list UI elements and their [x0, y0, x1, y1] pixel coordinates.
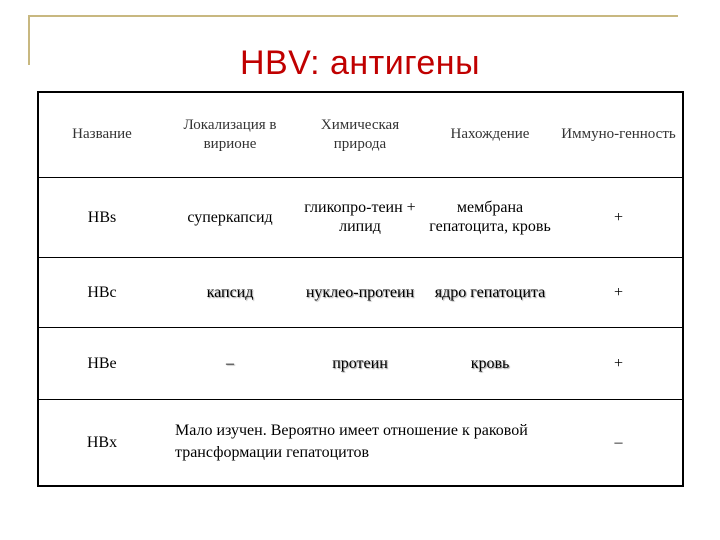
slide-title: HBV: антигены — [239, 44, 481, 82]
table-row — [39, 257, 682, 327]
table-row — [39, 399, 682, 485]
cell-name: HBx — [86, 433, 118, 451]
cell-immunogenicity: + — [555, 177, 682, 257]
table-row — [39, 327, 682, 399]
cell-chemistry: гликопро-теин + липид — [295, 177, 425, 257]
header-chemistry: Химическая природа — [295, 93, 425, 177]
cell-localization: суперкапсид — [165, 177, 295, 257]
table-row — [39, 177, 682, 257]
cell-location: ядро гепатоцита — [425, 257, 555, 327]
cell-location: мембрана гепатоцита, кровь — [425, 177, 555, 257]
cell-name: HBe — [39, 327, 165, 399]
antigen-table — [37, 91, 684, 487]
cell-immunogenicity: – — [614, 433, 623, 451]
cell-name: HBs — [39, 177, 165, 257]
frame-top-line — [28, 15, 678, 17]
header-name: Название — [39, 93, 165, 177]
cell-immunogenicity: + — [555, 327, 682, 399]
header-location: Нахождение — [425, 93, 555, 177]
cell-location: кровь — [425, 327, 555, 399]
table-header-row — [39, 93, 682, 177]
cell-chemistry: протеин — [295, 327, 425, 399]
cell-localization: – — [165, 327, 295, 399]
cell-name: HBc — [39, 257, 165, 327]
header-localization: Локализация в вирионе — [165, 93, 295, 177]
cell-chemistry: нуклео-протеин — [295, 257, 425, 327]
cell-immunogenicity: + — [555, 257, 682, 327]
cell-note: Мало изучен. Вероятно имеет отношение к раковой трансформации гепатоцитов — [175, 422, 528, 462]
cell-localization: капсид — [165, 257, 295, 327]
header-immunogenicity: Иммуно-генность — [555, 93, 682, 177]
